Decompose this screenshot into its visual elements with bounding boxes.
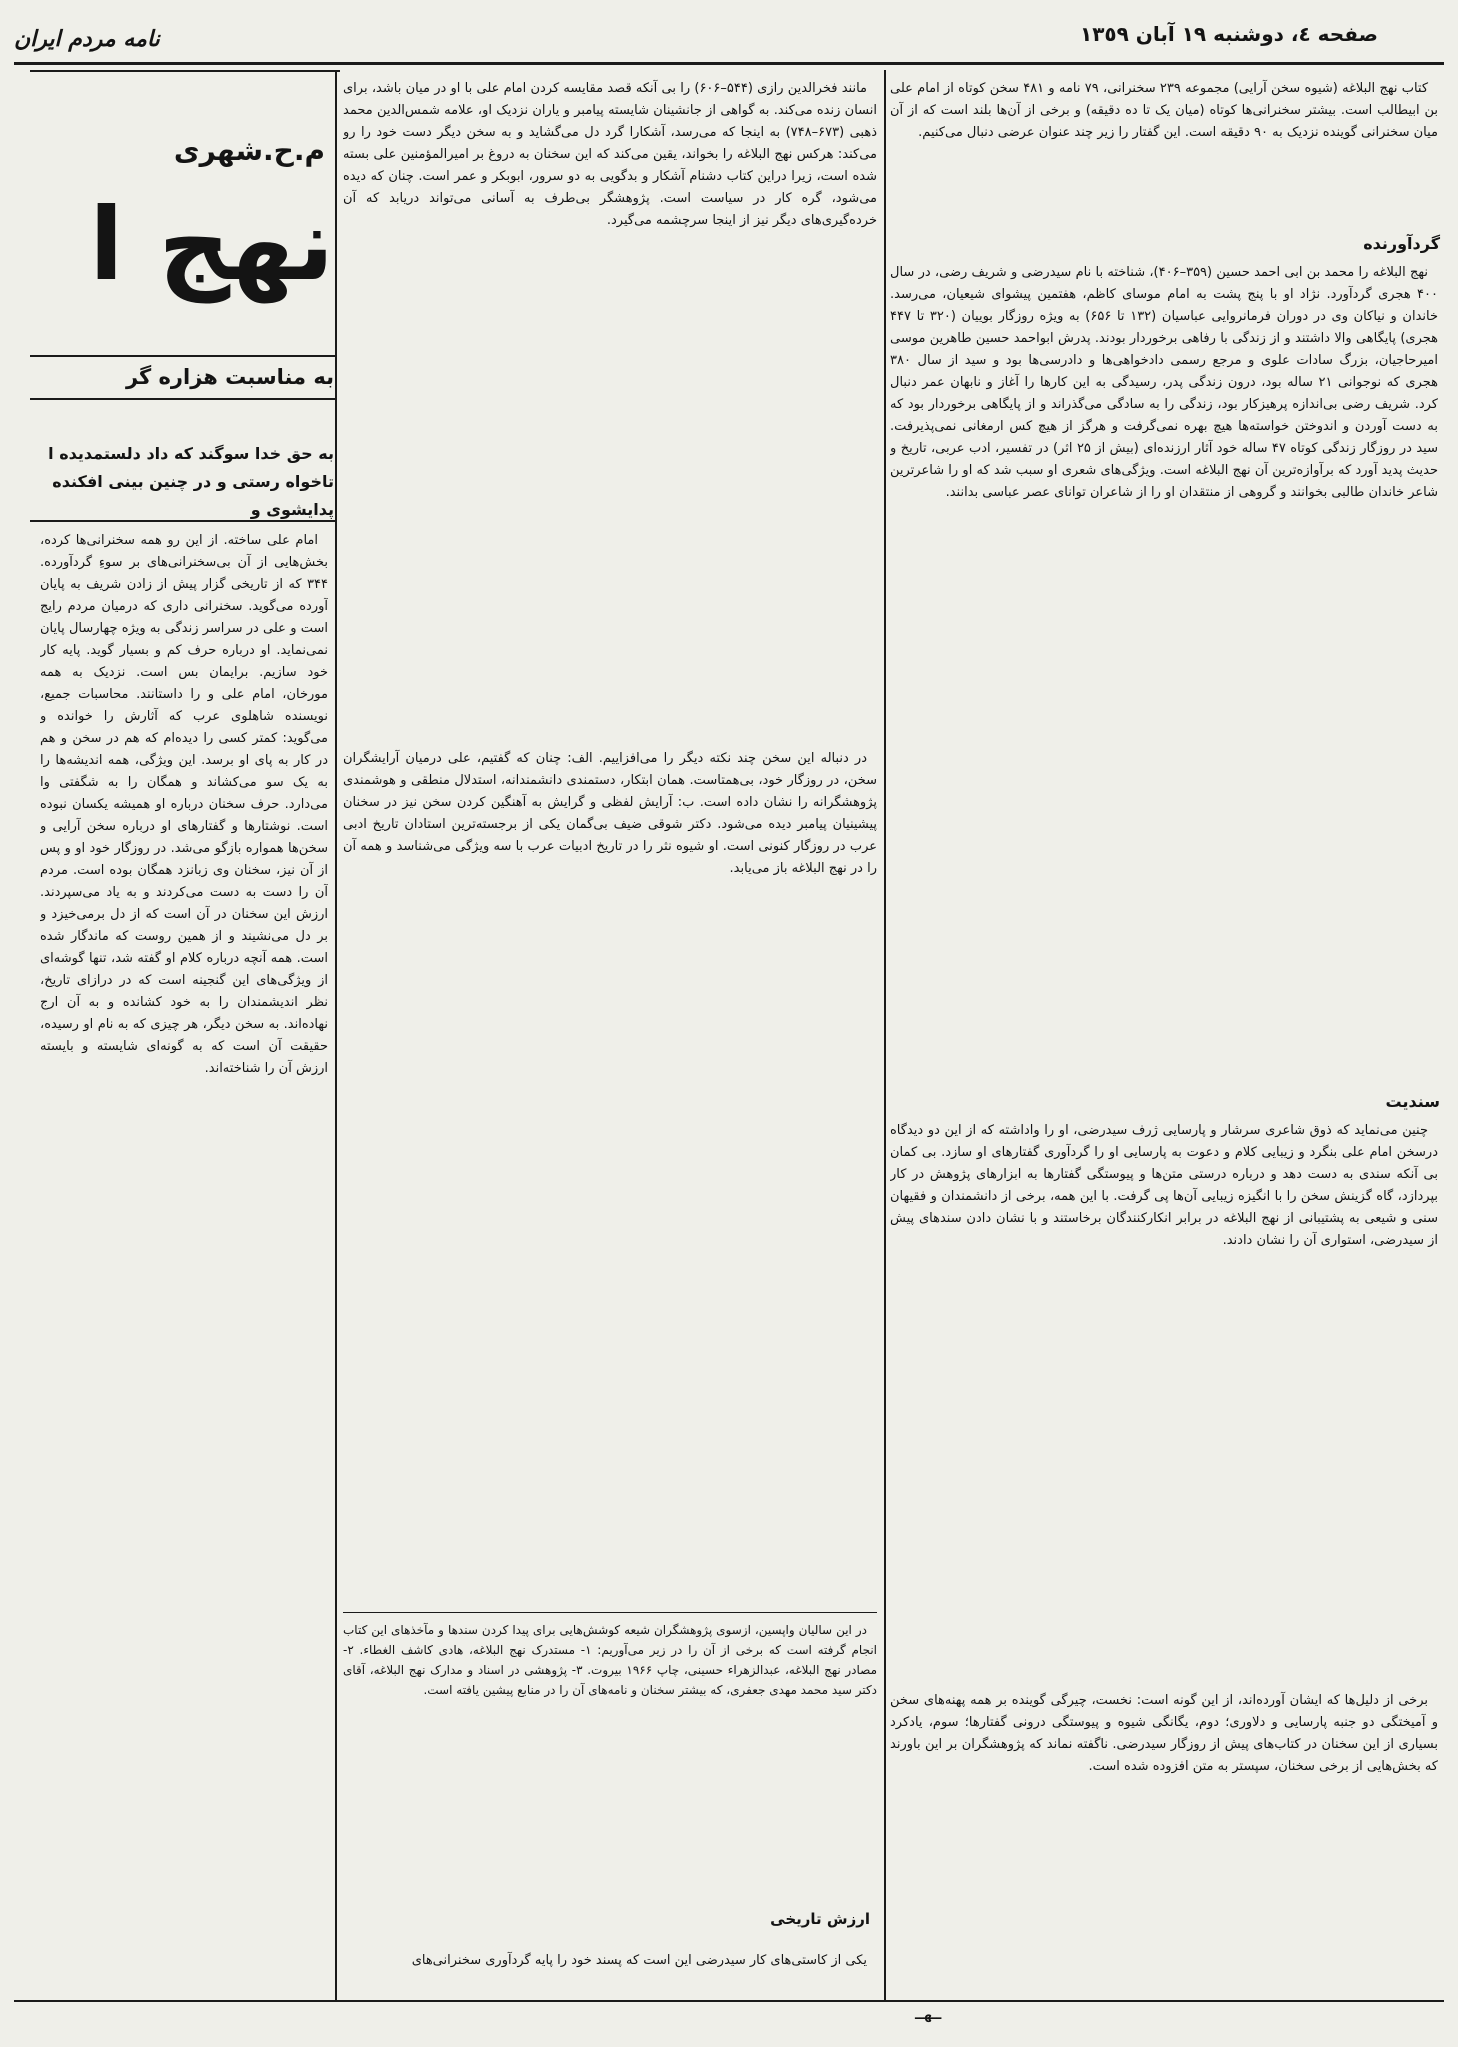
middle-lower-paragraph: در دنباله این سخن چند نکته دیگر را می‌افزاییم. الف: چنان که گفتیم، علی درمیان آرایشگران سخن، در روزگار خود، بی‌همتاست. همان ابتکار، دستمندی دانشمندانه، استدلال منطقی و هوشمندی پژوهشگرانه را نشان داده است. ب: آرایش لفظی و گرایش به آهنگین کردن سخن نیز در سخنان پیشینیان پیامبر دیده می‌شود. دکتر شوقی ضیف بی‌گمان یکی از برجسته‌ترین استادان تاریخ ادبی عرب در روزگار کنونی است. او شیوه نثر را در تاریخ ادبیات عرب با سه ویژگی می‌شناسد و همه آن را در نهج البلاغه باز می‌یابد.	[343, 751, 877, 876]
right-column-gradavarande	[890, 262, 1438, 1082]
right-column-intro	[890, 78, 1438, 228]
banner-rule-2	[30, 398, 335, 400]
middle-column-lower	[343, 748, 877, 1608]
section-heading-gradavarande: گردآورنده	[1363, 234, 1440, 253]
section-heading-arzesh: ارزش تاریخی	[770, 1910, 870, 1928]
left-column-text: امام علی ساخته. از این رو همه سخنرانی‌ها کرده، بخش‌هایی از آن بی‌سخنرانی‌های بر سوءِ گردآورده. ۳۴۴ که از تاریخی گزار پیش از زادن شریف به پایان آورده می‌گوید. سخنرانی داری که درمیان مردم رایج است و علی در سراسر زندگی به ویژه چهارسال پایان نمی‌نماید. او درباره حرف کم و بسیار گوید. پایه کار خود سازیم. برایمان بس است. نزدیک به همه مورخان، امام علی و را داستانند. محاسبات جمیع، نویسنده شاهلوی عرب که آثارش را خوانده و می‌گوید: کمتر کسی را دیده‌ام که هم در سخن و هم در کار به پای او برسد. این ویژگی، همه اندیشه‌ها را به یک سو می‌کشاند و همگان را به شگفتی وا می‌دارد. حرف سخنان درباره او همیشه یکسان نبوده است. نوشتارها و گفتارهای او درباره سخن آرایی و سخن‌ها همواره بازگو می‌شد. در روزگار خود او و پس از آن نیز، سخنان وی زبانزد همگان بوده است. مردم آن را دست به دست می‌کردند و به یاد می‌سپردند. ارزش این سخنان در آن است که از دل برمی‌خیزد و بر دل می‌نشیند و از همین روست که ماندگار شده است. همه آنچه درباره کلام او گفته شد، تنها گوشه‌ای از ویژگی‌های این گنجینه است که در درازای تاریخ، نظر اندیشمندان را به خود کشانده و به آن ارج نهاده‌اند. به سخن دیگر، هر چیزی که به نام او رسیده، حقیقت آن است که به گونه‌ای شایسته و بایسته ارزش آن را شناخته‌اند.	[40, 533, 328, 1076]
column-rule-right	[884, 70, 886, 2000]
banner-rule-3	[30, 520, 335, 522]
page-date-line: صفحه ٤، دوشنبه ١٩ آبان ١٣٥٩	[1080, 22, 1378, 46]
right-lower-paragraph: برخی از دلیل‌ها که ایشان آورده‌اند، از این گونه است: نخست، چیرگی گوینده بر همه پهنه‌های سخن و آمیختگی دو جنبه پارسایی و دلاوری؛ دوم، یگانگی شیوه و پیوستگی درونی گفتارها؛ سوم، یادکرد بسیاری از این سخنان در کتاب‌های پیش از روزگار سیدرضی. ناگفته نماند که پژوهشگران بر این باورند که بخش‌هایی از برخی سخنان، سپستر به متن افزوده شده است.	[890, 1693, 1438, 1774]
notes-rule	[343, 1612, 877, 1613]
right-column-sanadiat	[890, 1120, 1438, 1680]
left-column	[40, 530, 328, 2000]
section-heading-sanadiat: سندیت	[1385, 1092, 1440, 1111]
gradavarande-paragraph: نهج البلاغه را محمد بن ابی احمد حسین (۳۵۹–۴۰۶)، شناخته با نام سیدرضی و شریف رضی، در سال ۴۰۰ هجری گردآورد. نژاد او با پنج پشت به امام موسای کاظم، هفتمین پیشوای شیعیان، می‌رسد. خاندان و نیاکان وی در دوران فرمانروایی عباسیان (۱۳۲ تا ۶۵۶) به ویژه روزگار بوییان (۳۲۰ تا ۴۴۷ هجری) پایگاهی والا داشتند و از زندگی با رفاهی برخوردار بودند. پدرش ابواحمد حسین طاهرین موسی امیرحاجیان، بزرگ سادات علوی و مرجع رسمی دادخواهی‌ها و دادرسی‌ها بود و سید از سال ۳۸۰ هجری که نوجوانی ۲۱ ساله بود، درون زندگی پدر، رسیدگی به این کارها را آغاز و نابهان عمر دنبال کرد. شریف رضی بی‌اندازه پرهیزکار بود، زندگی را به سادگی می‌گذراند و از پایگاهی برخوردار بود که به دست آوردن و اندوختن خواسته‌ها هیچ بهره نمی‌گرفت و هرگز از هیچ کس ارمغانی نمی‌پذیرفت. سید در روزگار زندگی کوتاه ۴۷ ساله خود آثار ارزنده‌ای (بیش از ۲۵ اثر) در تفسیر، ادب عربی، تاریخ و حدیث پدید آورد که برآوازه‌ترین آن نهج البلاغه است. ویژگی‌های شعری او سبب شد که او را شاعرترین شاعر خاندان طالبی بخوانند و گروهی از منتقدان او را از شاعران توانای عصر عباسی بدانند.	[890, 265, 1438, 500]
page-marker: ــهــ	[915, 2008, 942, 2023]
middle-column-footer	[343, 1950, 877, 1998]
author-name: م.ح.شهری	[173, 134, 325, 167]
banner-box-top	[30, 70, 340, 72]
middle-column-notes	[343, 1620, 877, 1870]
banner-rule	[30, 355, 335, 357]
article-epigraph: به حق خدا سوگند که داد دلستمدیده ا تاخواه رستی و در چنین بینی افکنده پدایشوی و	[48, 444, 334, 519]
article-subtitle: به مناسبت هزاره گر	[125, 365, 334, 389]
middle-main-paragraph: مانند فخرالدین رازی (۵۴۴–۶۰۶) را بی آنکه قصد مقایسه کردن امام علی با او در میان باشد، برای انسان زنده می‌کند. به گواهی از جانشینان شایسته پیامبر و یاران نزدیک او، علامه شمس‌الدین محمد ذهبی (۶۷۳–۷۴۸) به اینجا که می‌رسد، آشکارا گرد دل می‌گشاید و به سخن دیگر دست خود را رو می‌کند: هرکس نهج البلاغه را بخواند، یقین می‌کند که این سخنان به دروغ بر امیرالمؤمنین علی بسته شده است، زیرا دراین کتاب دشنام آشکار و بدگویی به دو سرور، ابوبکر و عمر است. چنان که دیده می‌شود، گره کار در سیاست است. پژوهشگر بی‌طرف به آسانی می‌تواند دریابد که آن خرده‌گیری‌های دیگر نیز از اینجا سرچشمه می‌گیرد.	[343, 81, 877, 228]
middle-footer-paragraph: یکی از کاستی‌های کار سیدرضی این است که پسند خود را پایه گردآوری سخنرانی‌های	[411, 1953, 867, 1968]
article-title: نهج ا	[89, 186, 334, 303]
publication-name: نامه مردم ایران	[14, 26, 160, 52]
intro-paragraph: کتاب نهج البلاغه (شیوه سخن آرایی) مجموعه ۲۳۹ سخنرانی، ۷۹ نامه و ۴۸۱ سخن کوتاه از امام علی بن ابیطالب است. بیشتر سخنرانی‌ها کوتاه (میان یک تا ده دقیقه) و برخی از آن‌ها بلند است که از آن میان سخنرانی گوینده نزدیک به ۹۰ دقیقه است. این گفتار را زیر چند عنوان عرضی دنبال می‌کنیم.	[890, 81, 1438, 140]
header-rule	[14, 62, 1444, 65]
right-column-lower	[890, 1690, 1438, 2000]
sanadiat-paragraph: چنین می‌نماید که ذوق شاعری سرشار و پارسایی ژرف سیدرضی، او را واداشته که از این دو دیدگاه درسخن امام علی بنگرد و زیبایی کلام و دعوت به پارسایی او را گردآوری گفتارهای او سازد. بی کمان بی آنکه سندی به دست دهد و درباره درستی متن‌ها و پیوستگی گفتارها به ابزارهای پژوهش در کار بپردازد، گاه گزینش سخن را با انگیزه زیبایی آن‌ها پی گرفت. با این همه، برخی از دانشمندان و فقیهان سنی و شیعی به پشتیبانی از نهج البلاغه در برابر انکارکنندگان برخاستند و با نشان دادن سندهای پیش از سیدرضی، استواری آن را نشان دادند.	[890, 1123, 1438, 1248]
footer-rule	[14, 2000, 1444, 2002]
middle-column-main	[343, 78, 877, 738]
middle-notes-paragraph: در این سالیان واپسین، ازسوی پژوهشگران شیعه کوشش‌هایی برای پیدا کردن سندها و مآخذهای این کتاب انجام گرفته است که برخی از آن را در زیر می‌آوریم: ۱- مستدرک نهج البلاغه، هادی کاشف الغطاء. ۲- مصادر نهج البلاغه، عبدالزهراء حسینی، چاپ ۱۹۶۶ بیروت. ۳- پژوهشی در اسناد و مدارک نهج البلاغه، آقای دکتر سید محمد مهدی جعفری، که بیشتر سخنان و نامه‌های آن را در منابع پیشین یافته است.	[343, 1623, 877, 1697]
column-rule-left	[335, 70, 337, 2000]
